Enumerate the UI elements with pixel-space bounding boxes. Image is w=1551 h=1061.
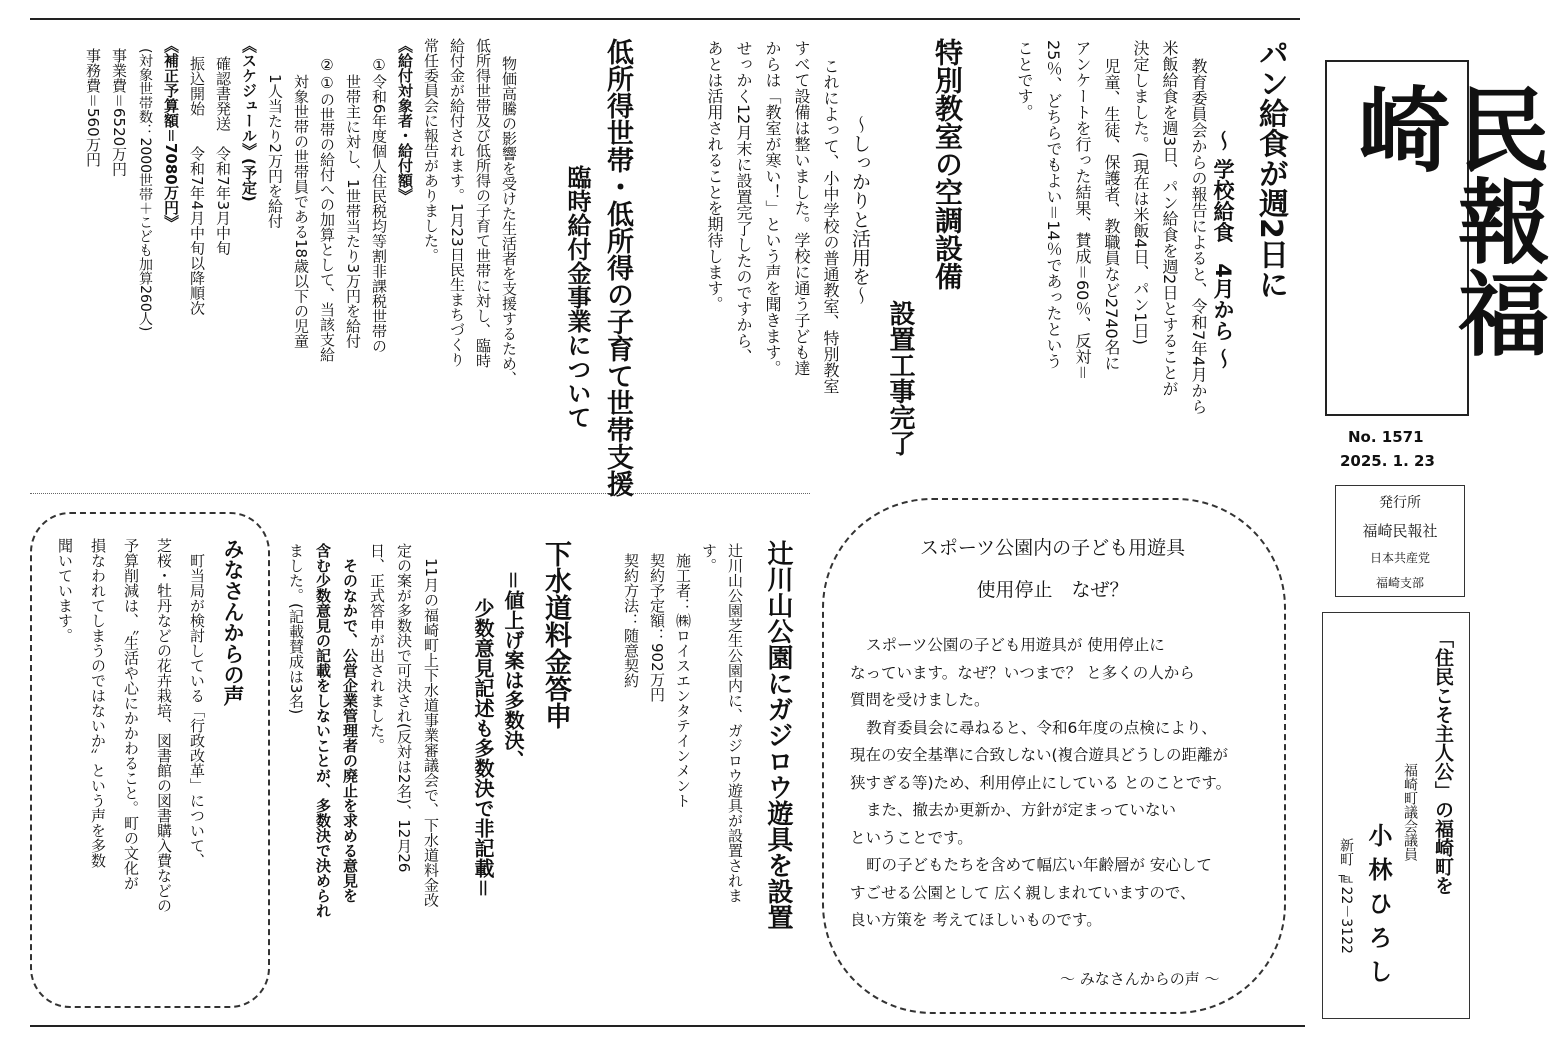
middle-divider: [30, 493, 810, 494]
park-body: [850, 632, 1270, 935]
sewer-headline: 下水道料金答申: [540, 540, 571, 729]
bread-para: 米飯給食を週3日、パン給食を週2日とすることが: [1160, 40, 1179, 397]
voices-para: 町当局が検討している「行政改革」について、: [188, 553, 206, 868]
benefit-body: [80, 38, 522, 478]
benefit-para: 給付金が給付されます。1月23日民生まちづくり: [448, 38, 466, 367]
park-para: ということです。: [850, 828, 973, 847]
bread-subhead: ～ 学校給食 4月から ～: [1211, 130, 1235, 370]
member-name: 小林ひろし: [1364, 823, 1392, 993]
park-para: 狭すぎる等)ため、利用停止にしている とのことです。: [850, 773, 1232, 792]
publisher-label: 発行所: [1379, 495, 1421, 511]
bread-para: 児童、生徒、保護者、教職員など2740名に: [1102, 58, 1121, 371]
tsujikawa-para: 施工者：㈱ロイスエンタテインメント: [674, 553, 692, 808]
member-role: 福崎町議会議員: [1402, 763, 1418, 861]
sewer-para: 含む少数意見の記載をしないことが、多数決で決められ: [314, 543, 332, 918]
tsujikawa-para: 契約予定額：902万円: [648, 553, 666, 702]
benefit-section1-item: 世帯主に対し、1世帯当たり3万円を給付: [344, 74, 362, 349]
sewer-subhead-1: ＝値上げ案は多数決、: [501, 570, 525, 770]
benefit-section3-item: 事業費＝6520万円: [110, 48, 128, 177]
bread-para: 教育委員会からの報告によると、令和7年4月から: [1189, 58, 1208, 415]
benefit-section2-item: 振込開始 令和7年4月中旬以降順次: [188, 56, 206, 316]
voices-para: 聞いています。: [56, 538, 74, 643]
voices-para: 芝桜・牡丹などの花卉栽培、図書館の図書購入費などの: [155, 538, 173, 913]
member-slogan: 「住民こそ主人公」の福崎町を: [1432, 629, 1454, 895]
bread-para: 決定しました。(現在は米飯4日、パン1日): [1131, 40, 1150, 345]
voices-body: [48, 538, 213, 993]
park-para: なっています。なぜ？いつまで？ と多くの人から: [850, 663, 1195, 682]
sewer-subhead-2: 少数意見記述も多数決で非記載＝: [471, 598, 495, 898]
sewer-para: ました。(記載賛成は3名): [287, 543, 305, 715]
benefit-section1-item: 対象世帯の世帯員である18歳以下の児童: [292, 74, 310, 349]
benefit-headline: 低所得世帯・低所得の子育て世帯支援: [602, 38, 633, 497]
bread-para: ことです。: [1015, 40, 1034, 120]
member-box: [1322, 612, 1470, 1019]
sewer-para: 定の案が多数決で可決され(反対は2名)、12月26: [395, 543, 413, 873]
sewer-body: [282, 543, 444, 1013]
benefit-section1-item: ②①の世帯の給付への加算として、当該支給: [318, 56, 336, 362]
park-para: 町の子どもたちを含めて幅広い年齢層が 安心して: [866, 856, 1212, 874]
aircon-para: これによって、小中学校の普通教室、特別教室: [821, 58, 840, 394]
tsujikawa-body: [618, 543, 748, 1013]
bread-para: 25％、どちらでもよい＝14％であったという: [1044, 40, 1063, 369]
top-rule: [30, 18, 1300, 20]
aircon-headline: 特別教室の空調設備: [931, 38, 964, 290]
aircon-para: せっかく12月末に設置完了したのですから、: [734, 40, 753, 365]
park-para: 教育委員会に尋ねると、令和6年度の点検により、: [866, 718, 1217, 737]
park-para: すごせる公園として 広く親しまれていますので、: [850, 883, 1196, 902]
member-address: 新町 ℡22－3122: [1338, 838, 1354, 954]
masthead-title: 民報福崎: [1343, 82, 1551, 358]
party-name: 日本共産党: [1369, 551, 1430, 565]
benefit-section3-title: 《補正予算額＝7080万円》: [162, 38, 180, 230]
voices-para: 損なわれてしまうのではないか〟という声を多数: [89, 538, 107, 868]
tsujikawa-para: 契約方法：随意契約: [622, 553, 640, 688]
sewer-para: 日、正式答申が出されました。: [368, 543, 386, 753]
aircon-para: あとは活用されることを期待します。: [705, 40, 724, 312]
voices-para: 予算削減は、〝生活や心にかかわること。町の文化が: [122, 538, 140, 891]
tsujikawa-para: 辻川山公園芝生公園内に、ガジロウ遊具が設置されま: [726, 543, 744, 903]
park-title-2: 使用停止 なぜ？: [976, 579, 1129, 601]
benefit-para: 物価高騰の影響を受けた生活者を支援するため、: [500, 56, 518, 386]
benefit-section3-item: (対象世帯数：2000世帯＋こども加算260人): [137, 48, 153, 332]
aircon-para: すべて設備は整いました。学校に通う子ども達: [792, 40, 811, 376]
sewer-para: 11月の福崎町上下水道事業審議会で、下水道料金改: [422, 558, 440, 908]
benefit-para: 常任委員会に報告がありました。: [422, 38, 440, 263]
publisher-name: 福崎民報社: [1362, 522, 1438, 540]
benefit-section3-item: 事務費＝560万円: [84, 48, 102, 167]
aircon-subhead-right: 設置工事完了: [885, 300, 915, 456]
park-title-1: スポーツ公園内の子ども用遊具: [919, 537, 1186, 559]
aircon-para: からは「教室が寒い！」という声を聞きます。: [763, 40, 782, 376]
park-para: また、撤去か更新か、方針が定まっていない: [866, 801, 1177, 819]
benefit-section1-title: 《給付対象者・給付額》: [396, 38, 414, 203]
benefit-para: 低所得世帯及び低所得の子育て世帯に対し、臨時: [474, 38, 492, 368]
benefit-section2-item: 確認書発送 令和7年3月中旬: [214, 56, 232, 256]
park-para: 現在の安全基準に合致しない(複合遊具どうしの距離が: [850, 746, 1229, 764]
publisher-box: [1335, 485, 1465, 597]
branch-name: 福崎支部: [1375, 576, 1424, 590]
issue-number: No. 1571: [1348, 428, 1424, 446]
benefit-subhead: 臨時給付金事業について: [563, 165, 591, 429]
voices-headline: みなさんからの声: [221, 538, 245, 706]
park-para: 良い方策を 考えてほしいものです。: [850, 911, 1102, 929]
park-para: スポーツ公園の子ども用遊具が 使用停止に: [866, 636, 1165, 654]
tsujikawa-headline: 辻川山公園にガジロウ遊具を設置: [763, 540, 793, 930]
bread-para: アンケートを行った結果、賛成＝60％、反対＝: [1073, 40, 1092, 381]
benefit-section1-item: 1人当たり2万円を給付: [266, 74, 284, 229]
park-signoff: ～ みなさんからの声 ～: [1060, 970, 1220, 988]
aircon-subhead-left: ～しっかりと活用を～: [849, 115, 871, 305]
park-para: 質問を受けました。: [850, 691, 990, 709]
sewer-para: そのなかで、公営企業管理者の廃止を求める意見を: [341, 558, 359, 903]
aircon-body: [700, 40, 845, 460]
masthead-box: [1325, 60, 1551, 416]
bread-body: [1010, 40, 1213, 460]
bread-headline: パン給食が週2日に: [1253, 38, 1288, 299]
bottom-rule: [30, 1025, 1305, 1027]
tsujikawa-para: す。: [700, 543, 718, 573]
benefit-section2-title: 《スケジュール》(予定): [240, 38, 258, 202]
issue-date: 2025. 1. 23: [1340, 452, 1435, 470]
benefit-section1-item: ①令和6年度個人住民税均等割非課税世帯の: [370, 56, 388, 354]
